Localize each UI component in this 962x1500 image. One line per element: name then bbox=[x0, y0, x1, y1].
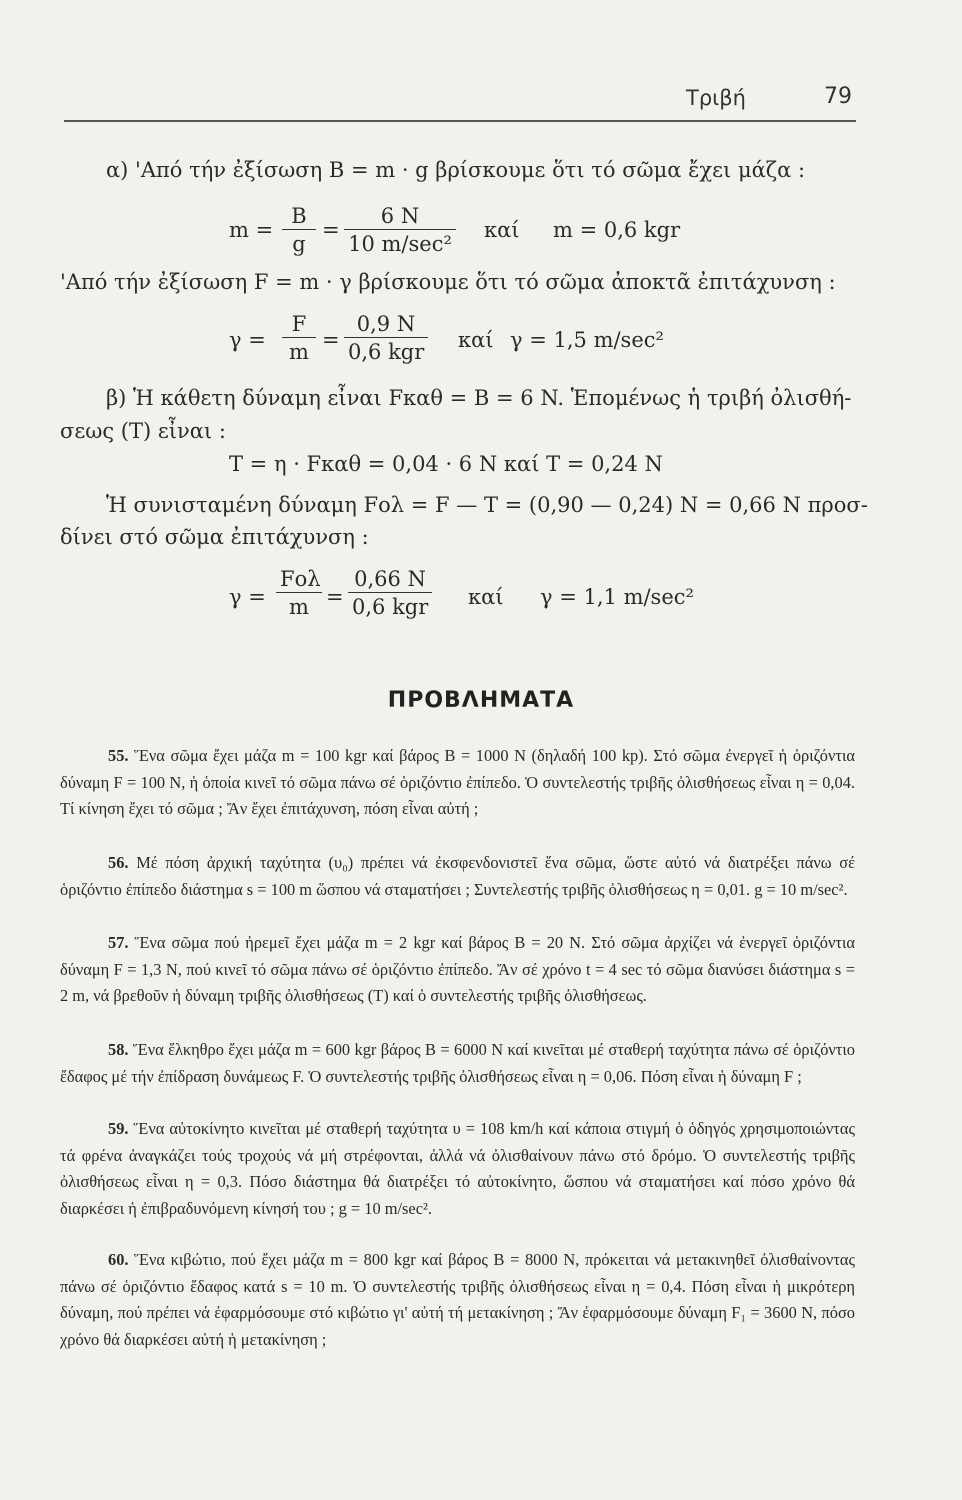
eq1-f2-num: 6 N bbox=[380, 204, 420, 228]
eq2-f1-den: m bbox=[289, 340, 309, 364]
problem-text: Ἕνα κιβώτιο, πού ἔχει μάζα m = 800 kgr καί βάρος B = 8000 N, πρόκειται νά μετακινηθεῖ ὀλισθαίνοντας πάνω σέ ὁριζόντιο ἔδαφος κατά s = 10 m. Ὁ συντελεστής τριβῆς ὀλισθήσεως εἶναι η = 0,4. Πόση εἶναι ἡ μικρότερη δύναμη, πού πρέπει νά ἐφαρμόσουμε στό κιβώτιο γι' αὐτή τή μετακίνηση ; Ἄν ἐφαρμόσουμε δύναμη F₁ = 3600 N, πόσο χρόνο θά διαρκέσει αὐτή ἡ μετακίνηση ; bbox=[60, 1250, 855, 1349]
problem-60 bbox=[60, 1247, 855, 1353]
eq4-fraction-2 bbox=[348, 567, 432, 619]
problem-58 bbox=[60, 1037, 855, 1090]
problem-text: Μέ πόση ἀρχική ταχύτητα (υ₀) πρέπει νά ἐκσφενδονιστεῖ ἕνα σῶμα, ὥστε αὐτό νά διατρέξει πάνω σέ ὁριζόντιο ἐπίπεδο διάστημα s = 100 m ὥσπου νά σταματήσει ; Συντελεστής τριβῆς ὀλισθήσεως η = 0,01. g = 10 m/sec². bbox=[60, 853, 855, 899]
eq2-lhs: γ = bbox=[229, 328, 266, 352]
problem-57 bbox=[60, 930, 855, 1010]
page-number: 79 bbox=[824, 84, 852, 109]
solution-c-line-1: Ἡ συνισταμένη δύναμη Fολ = F — T = (0,90 — 0,24) N = 0,66 N προσ- bbox=[106, 493, 868, 517]
eq1-conjunction: καί bbox=[484, 218, 520, 242]
eq2-fraction-1 bbox=[282, 312, 316, 364]
solution-c-line-2: δίνει στό σῶμα ἐπιτάχυνση : bbox=[60, 525, 369, 549]
problem-number: 57. bbox=[108, 933, 129, 952]
eq2-fraction-2 bbox=[344, 312, 428, 364]
eq2-conjunction: καί bbox=[458, 328, 494, 352]
eq4-fraction-1 bbox=[276, 567, 322, 619]
eq1-f2-den: 10 m/sec² bbox=[348, 232, 452, 256]
eq1-result: m = 0,6 kgr bbox=[553, 218, 681, 242]
eq1-fraction-2 bbox=[344, 204, 456, 256]
eq4-f2-num: 0,66 N bbox=[354, 567, 426, 591]
eq4-equals: = bbox=[326, 585, 344, 609]
eq4-f2-den: 0,6 kgr bbox=[352, 595, 429, 619]
eq4-result: γ = 1,1 m/sec² bbox=[540, 585, 694, 609]
page-header bbox=[64, 82, 856, 122]
problem-number: 56. bbox=[108, 853, 129, 872]
eq1-f1-den: g bbox=[292, 232, 306, 256]
solution-a-intro: α) 'Από τήν ἐξίσωση B = m · g βρίσκουμε ὅτι τό σῶμα ἔχει μάζα : bbox=[106, 158, 806, 182]
problem-text: Ἕνα ἕλκηθρο ἔχει μάζα m = 600 kgr βάρος B = 6000 N καί κινεῖται μέ σταθερή ταχύτητα πάνω σέ ὁριζόντιο ἔδαφος μέ τήν ἐπίδραση δυνάμεως F. Ὁ συντελεστής τριβῆς ὀλισθήσεως εἶναι η = 0,06. Πόση εἶναι ἡ δύναμη F ; bbox=[60, 1040, 855, 1086]
eq1-f1-num: B bbox=[291, 204, 307, 228]
header-rule bbox=[64, 120, 856, 122]
problem-text: Ἕνα αὐτοκίνητο κινεῖται μέ σταθερή ταχύτητα υ = 108 km/h καί κάποια στιγμή ὁ ὁδηγός χρησιμοποιώντας τά φρένα ἀναγκάζει τούς τροχούς νά μή στρέφονται, ἀλλά νά ὀλισθαίνουν πάνω στό δρόμο. Ὁ συντελεστής τριβῆς ὀλισθήσεως εἶναι η = 0,3. Πόσο διάστημα θά διατρέξει τό αὐτοκίνητο, ὥσπου νά σταματήσει καί πόσο χρόνο θά διαρκέσει ἡ ἐπιβραδυνόμενη κίνησή του ; g = 10 m/sec². bbox=[60, 1119, 855, 1218]
eq4-lhs: γ = bbox=[229, 585, 266, 609]
eq4-conjunction: καί bbox=[468, 585, 504, 609]
eq4-f1-den: m bbox=[289, 595, 309, 619]
eq2-result: γ = 1,5 m/sec² bbox=[510, 328, 664, 352]
problem-number: 55. bbox=[108, 746, 129, 765]
eq2-equals: = bbox=[322, 328, 340, 352]
problem-number: 59. bbox=[108, 1119, 129, 1138]
eq1-equals: = bbox=[322, 218, 340, 242]
problem-text: Ἕνα σῶμα ἔχει μάζα m = 100 kgr καί βάρος B = 1000 N (δηλαδή 100 kp). Στό σῶμα ἐνεργεῖ ἡ ὁριζόντια δύναμη F = 100 N, ἡ ὁποία κινεῖ τό σῶμα πάνω σέ ὁριζόντιο ἐπίπεδο. Ὁ συντελεστής τριβῆς ὀλισθήσεως εἶναι η = 0,04. Τί κίνηση ἔχει τό σῶμα ; Ἄν ἔχει ἐπιτάχυνση, πόση εἶναι αὐτή ; bbox=[60, 746, 855, 818]
eq1-lhs: m = bbox=[229, 218, 274, 242]
problem-56 bbox=[60, 850, 855, 903]
eq2-f2-num: 0,9 N bbox=[356, 312, 416, 336]
eq4-f1-num: Fολ bbox=[280, 567, 321, 591]
problem-number: 60. bbox=[108, 1250, 129, 1269]
eq2-f1-num: F bbox=[291, 312, 307, 336]
problem-55 bbox=[60, 743, 855, 823]
eq1-fraction-1 bbox=[282, 204, 316, 256]
eq3: T = η · Fκαθ = 0,04 · 6 N καί T = 0,24 N bbox=[229, 452, 663, 476]
section-title: ΠΡΟΒΛΗΜΑΤΑ bbox=[387, 688, 575, 713]
solution-b-line-2: σεως (Τ) εἶναι : bbox=[60, 419, 226, 443]
eq2-f2-den: 0,6 kgr bbox=[348, 340, 425, 364]
chapter-title: Τριβή bbox=[686, 86, 746, 110]
solution-b-line-1: β) Ἡ κάθετη δύναμη εἶναι Fκαθ = B = 6 N. Ἑπομένως ἡ τριβή ὀλισθή- bbox=[106, 386, 852, 410]
problem-text: Ἕνα σῶμα πού ἠρεμεῖ ἔχει μάζα m = 2 kgr καί βάρος B = 20 N. Στό σῶμα ἀρχίζει νά ἐνεργεῖ ὁριζόντια δύναμη F = 1,3 N, πού κινεῖ τό σῶμα πάνω σέ ὁριζόντιο ἐπίπεδο. Ἄν σέ χρόνο t = 4 sec τό σῶμα διανύσει διάστημα s = 2 m, νά βρεθοῦν ἡ δύναμη τριβῆς ὀλισθήσεως (T) καί ὁ συντελεστής τριβῆς ὀλισθήσεως. bbox=[60, 933, 855, 1005]
problem-59 bbox=[60, 1116, 855, 1222]
solution-a-intro-2: 'Από τήν ἐξίσωση F = m · γ βρίσκουμε ὅτι τό σῶμα ἀποκτᾶ ἐπιτάχυνση : bbox=[60, 270, 836, 294]
problem-number: 58. bbox=[108, 1040, 129, 1059]
